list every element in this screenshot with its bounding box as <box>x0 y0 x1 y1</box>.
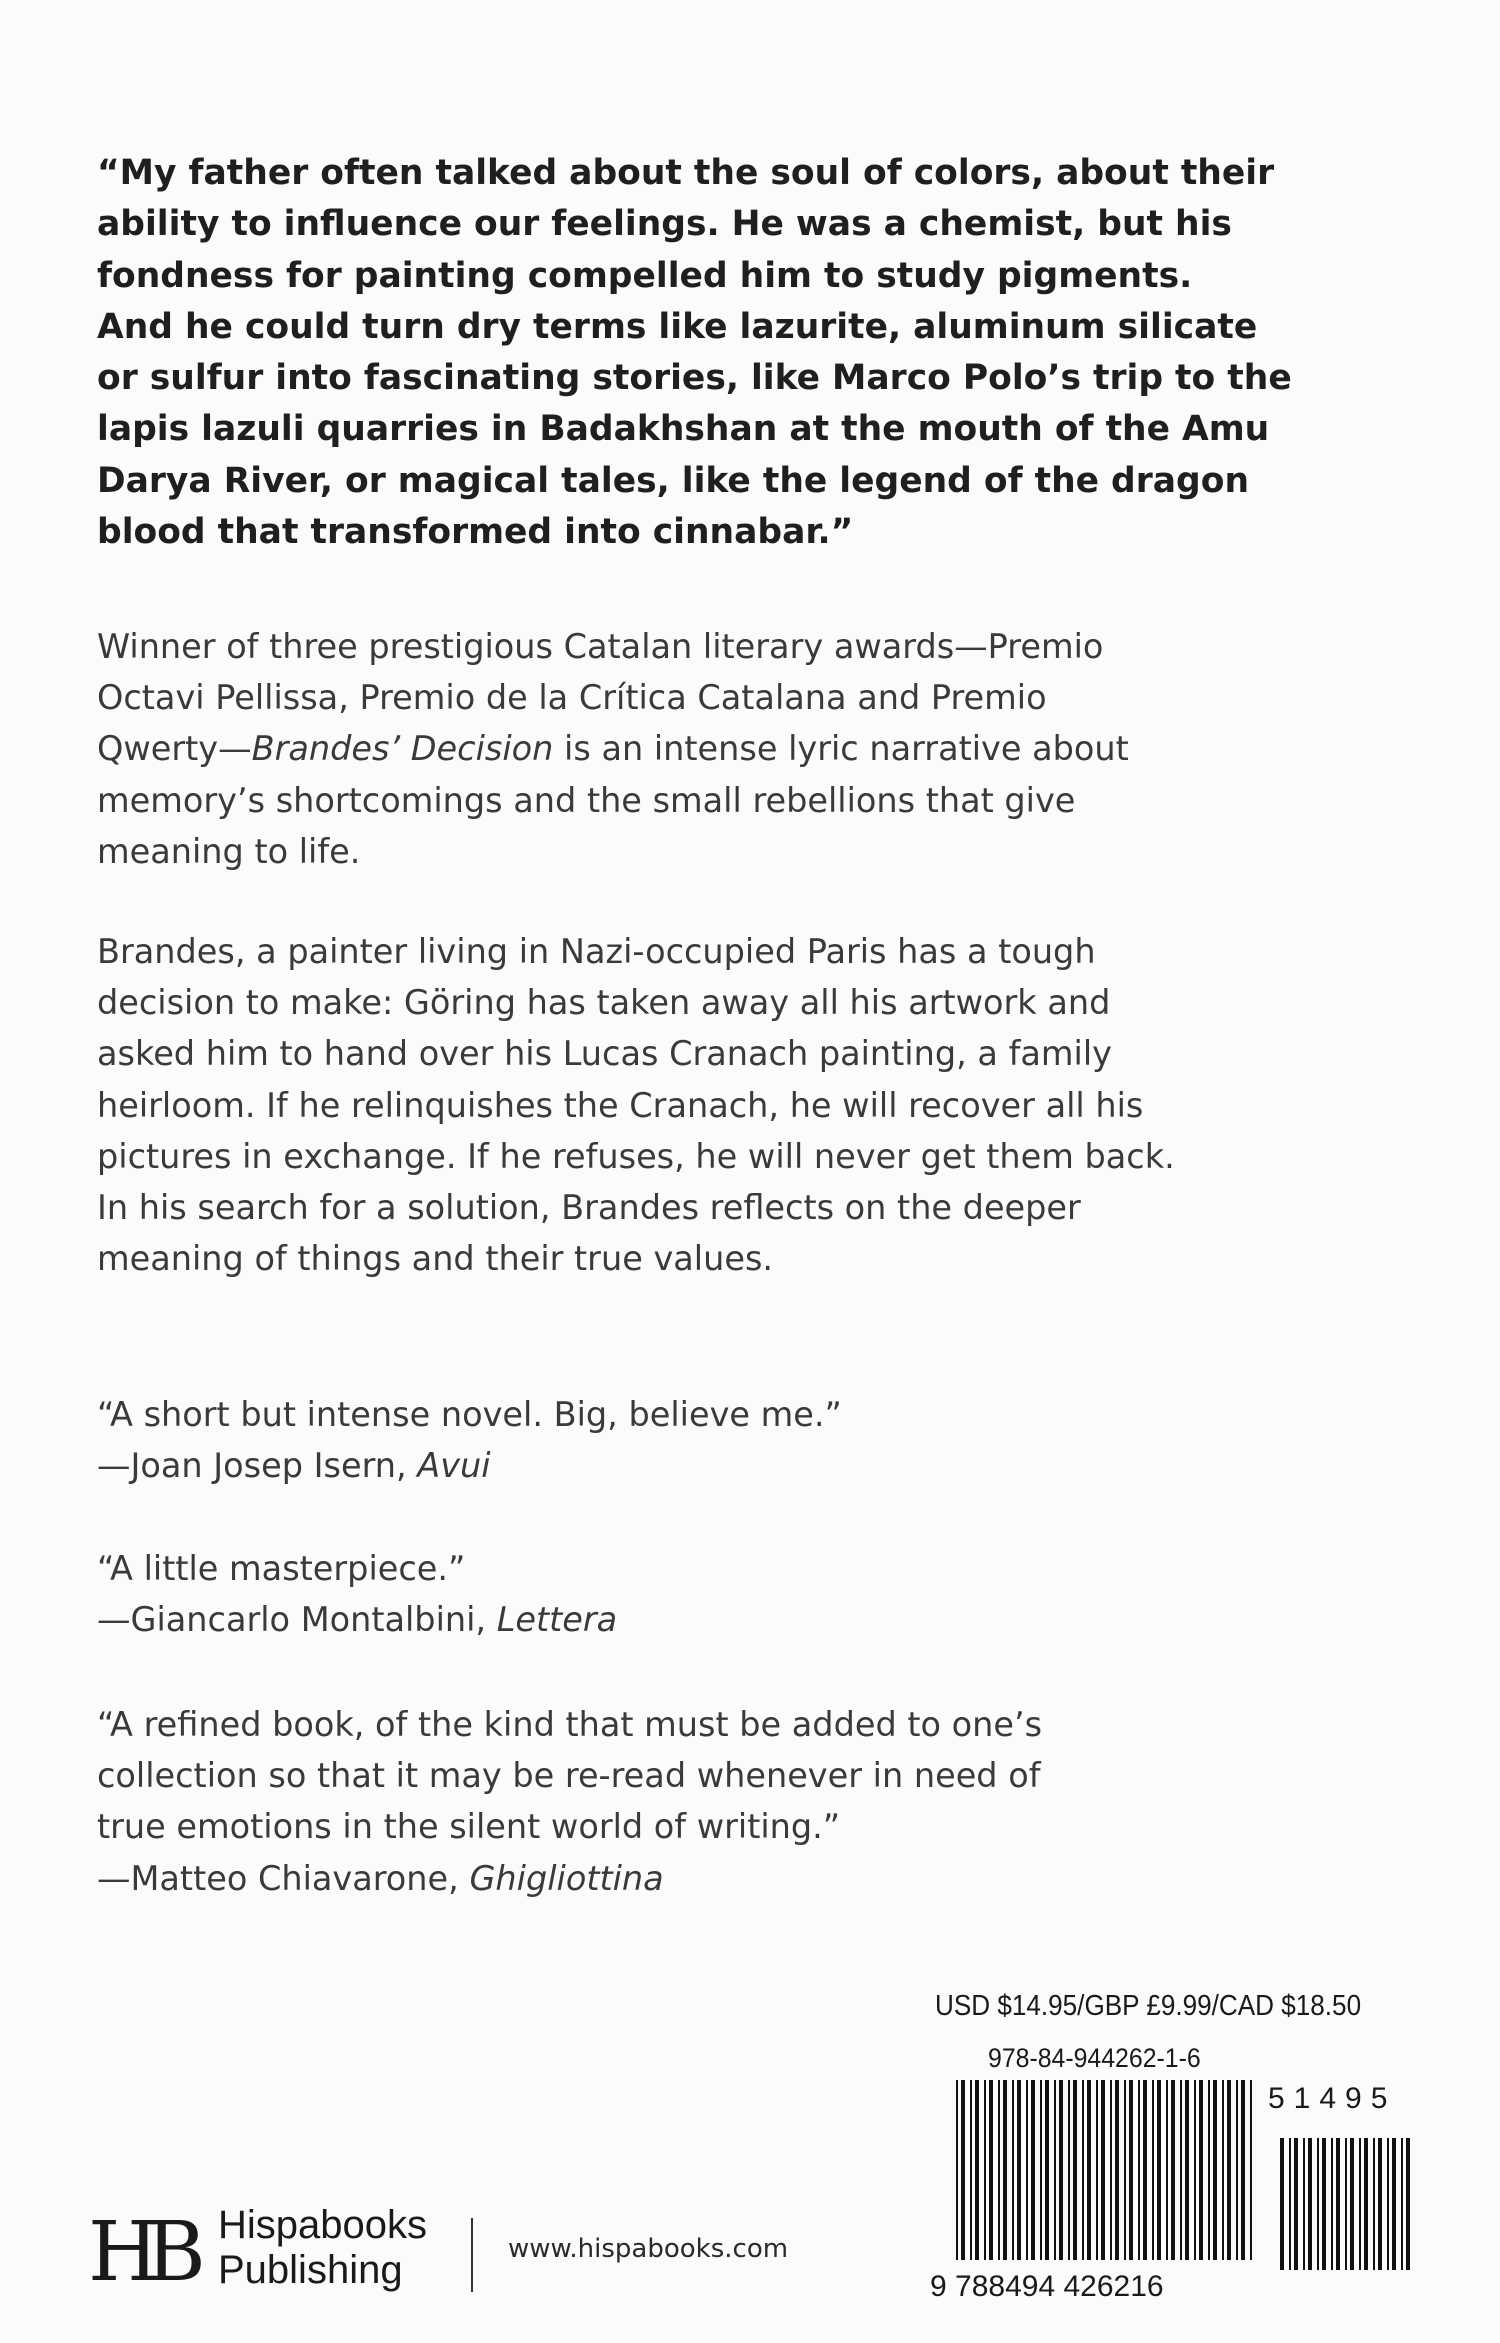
lead-quote-line: fondness for painting compelled him to study pigments. <box>97 255 1193 296</box>
synopsis-line: decision to make: Göring has taken away all his artwork and <box>97 983 1111 1023</box>
review-author: —Joan Josep Isern, <box>97 1446 418 1486</box>
blurb-line: Octavi Pellissa, Premio de la Crítica Catalana and Premio <box>97 678 1047 718</box>
barcode-bar <box>1194 2080 1196 2260</box>
barcode-bar <box>1110 2080 1112 2260</box>
barcode-bar <box>1387 2138 1389 2270</box>
barcode-bar <box>1213 2080 1217 2260</box>
addon-barcode-bars <box>1280 2138 1410 2270</box>
review-quote <box>97 1699 1357 1904</box>
blurb-text: Qwerty— <box>97 729 252 769</box>
barcode-bar <box>1241 2080 1245 2260</box>
barcode-bar <box>1222 2080 1224 2260</box>
review-text: true emotions in the silent world of writing.” <box>97 1807 841 1847</box>
barcode-bar <box>1401 2138 1403 2270</box>
lead-quote-line: blood that transformed into cinnabar.” <box>97 512 854 553</box>
lead-quote-line: ability to influence our feelings. He was a chemist, but his <box>97 204 1232 245</box>
barcode-bar <box>1392 2138 1396 2270</box>
review-quote <box>97 1389 1357 1491</box>
review-attribution <box>97 1594 1357 1645</box>
review-source: Avui <box>417 1446 491 1486</box>
publisher-logo: HB <box>88 2205 192 2300</box>
barcode-bar <box>1054 2080 1056 2260</box>
lead-quote-line: “My father often talked about the soul of colors, about their <box>97 153 1275 193</box>
blurb-text: is an intense lyric narrative about <box>553 729 1129 769</box>
review-source: Lettera <box>496 1600 618 1640</box>
barcode-bar <box>1124 2080 1126 2260</box>
price-label: USD $14.95/GBP £9.99/CAD $18.50 <box>935 1990 1362 2022</box>
barcode-bar <box>1336 2138 1340 2270</box>
barcode-bar <box>1331 2138 1333 2270</box>
barcode-bar <box>1073 2080 1077 2260</box>
barcode-bar <box>1096 2080 1098 2260</box>
barcode-bar <box>1185 2080 1189 2260</box>
blurb-line <box>97 723 1357 774</box>
barcode-bar <box>961 2080 965 2260</box>
review-text: “A short but intense novel. Big, believe me.” <box>97 1395 842 1434</box>
blurb-line: memory’s shortcomings and the small rebellions that give <box>97 780 1076 820</box>
barcode-bar <box>1031 2080 1035 2260</box>
barcode-bar <box>1289 2138 1291 2270</box>
book-title: Brandes’ Decision <box>251 729 554 769</box>
barcode-bar <box>1068 2080 1070 2260</box>
barcode-bar <box>1208 2080 1210 2260</box>
addon-digits: 51495 <box>1268 2082 1397 2115</box>
synopsis-line: pictures in exchange. If he refuses, he will never get them back. <box>97 1136 1175 1176</box>
review-attribution <box>97 1853 1357 1904</box>
barcode-bar <box>1129 2080 1133 2260</box>
lead-quote-line: Darya River, or magical tales, like the legend of the dragon <box>97 460 1250 501</box>
synopsis-line: heirloom. If he relinquishes the Cranach, he will recover all his <box>97 1085 1144 1125</box>
barcode-bar <box>1322 2138 1326 2270</box>
review-quote <box>97 1543 1357 1645</box>
barcode-bar <box>1087 2080 1091 2260</box>
barcode-bar <box>1138 2080 1140 2260</box>
synopsis-line: asked him to hand over his Lucas Cranach painting, a family <box>97 1034 1112 1074</box>
barcode-bar <box>1101 2080 1105 2260</box>
barcode-bar <box>1350 2138 1354 2270</box>
barcode-bar <box>1003 2080 1007 2260</box>
blurb-line: Winner of three prestigious Catalan literary awards—Premio <box>97 627 1104 666</box>
awards-blurb <box>97 621 1357 877</box>
review-attribution <box>97 1440 1357 1491</box>
blurb-line: meaning to life. <box>97 831 361 871</box>
barcode-bar <box>1345 2138 1347 2270</box>
barcode-bar <box>1152 2080 1154 2260</box>
barcode-bar <box>956 2080 958 2260</box>
ean-barcode-bars <box>956 2080 1252 2260</box>
lead-quote-line: or sulfur into fascinating stories, like Marco Polo’s trip to the <box>97 358 1292 399</box>
barcode-bar <box>1166 2080 1168 2260</box>
barcode-bar <box>1406 2138 1410 2270</box>
barcode-bar <box>1171 2080 1175 2260</box>
barcode-bar <box>1280 2138 1284 2270</box>
barcode-bar <box>998 2080 1000 2260</box>
barcode-bar <box>989 2080 993 2260</box>
barcode-bar <box>1180 2080 1182 2260</box>
barcode-bar <box>1250 2080 1252 2260</box>
barcode-bar <box>1308 2138 1312 2270</box>
barcode-bar <box>1157 2080 1161 2260</box>
website-link[interactable]: www.hispabooks.com <box>508 2234 789 2264</box>
barcode-bar <box>1373 2138 1375 2270</box>
barcode-bar <box>1026 2080 1028 2260</box>
review-source: Ghigliottina <box>469 1858 664 1898</box>
barcode-bar <box>984 2080 986 2260</box>
barcode-bar <box>1236 2080 1238 2260</box>
lead-quote <box>97 148 1337 558</box>
barcode-bar <box>1082 2080 1084 2260</box>
barcode-bar <box>1045 2080 1049 2260</box>
barcode-bar <box>1040 2080 1042 2260</box>
barcode-bar <box>1227 2080 1231 2260</box>
synopsis <box>97 926 1357 1284</box>
barcode-bar <box>1294 2138 1298 2270</box>
review-text: “A refined book, of the kind that must be added to one’s <box>97 1705 1043 1744</box>
review-author: —Giancarlo Montalbini, <box>97 1600 497 1640</box>
review-text: “A little masterpiece.” <box>97 1549 466 1588</box>
barcode-bar <box>970 2080 972 2260</box>
review-author: —Matteo Chiavarone, <box>97 1858 470 1898</box>
barcode-bar <box>1115 2080 1119 2260</box>
isbn-label: 978-84-944262-1-6 <box>988 2043 1201 2073</box>
barcode-bar <box>1059 2080 1063 2260</box>
barcode-bar <box>1199 2080 1203 2260</box>
synopsis-line: In his search for a solution, Brandes reflects on the deeper <box>97 1188 1081 1228</box>
publisher-name-line: Publishing <box>218 2248 403 2292</box>
divider <box>471 2218 473 2292</box>
publisher-name-line: Hispabooks <box>218 2203 428 2247</box>
barcode-bar <box>975 2080 979 2260</box>
barcode-bar <box>1378 2138 1382 2270</box>
barcode-bar <box>1017 2080 1021 2260</box>
barcode-bar <box>1364 2138 1368 2270</box>
synopsis-line: Brandes, a painter living in Nazi-occupied Paris has a tough <box>97 932 1096 971</box>
ean-digits: 9 788494 426216 <box>930 2270 1164 2303</box>
lead-quote-line: And he could turn dry terms like lazurite, aluminum silicate <box>97 306 1258 347</box>
barcode-bar <box>1143 2080 1147 2260</box>
review-text: collection so that it may be re-read whenever in need of <box>97 1756 1041 1796</box>
publisher-name <box>218 2203 427 2293</box>
barcode-bar <box>1359 2138 1361 2270</box>
lead-quote-line: lapis lazuli quarries in Badakhshan at the mouth of the Amu <box>97 409 1270 450</box>
barcode-bar <box>1012 2080 1014 2260</box>
barcode-bar <box>1303 2138 1305 2270</box>
synopsis-line: meaning of things and their true values. <box>97 1239 774 1279</box>
barcode-bar <box>1317 2138 1319 2270</box>
